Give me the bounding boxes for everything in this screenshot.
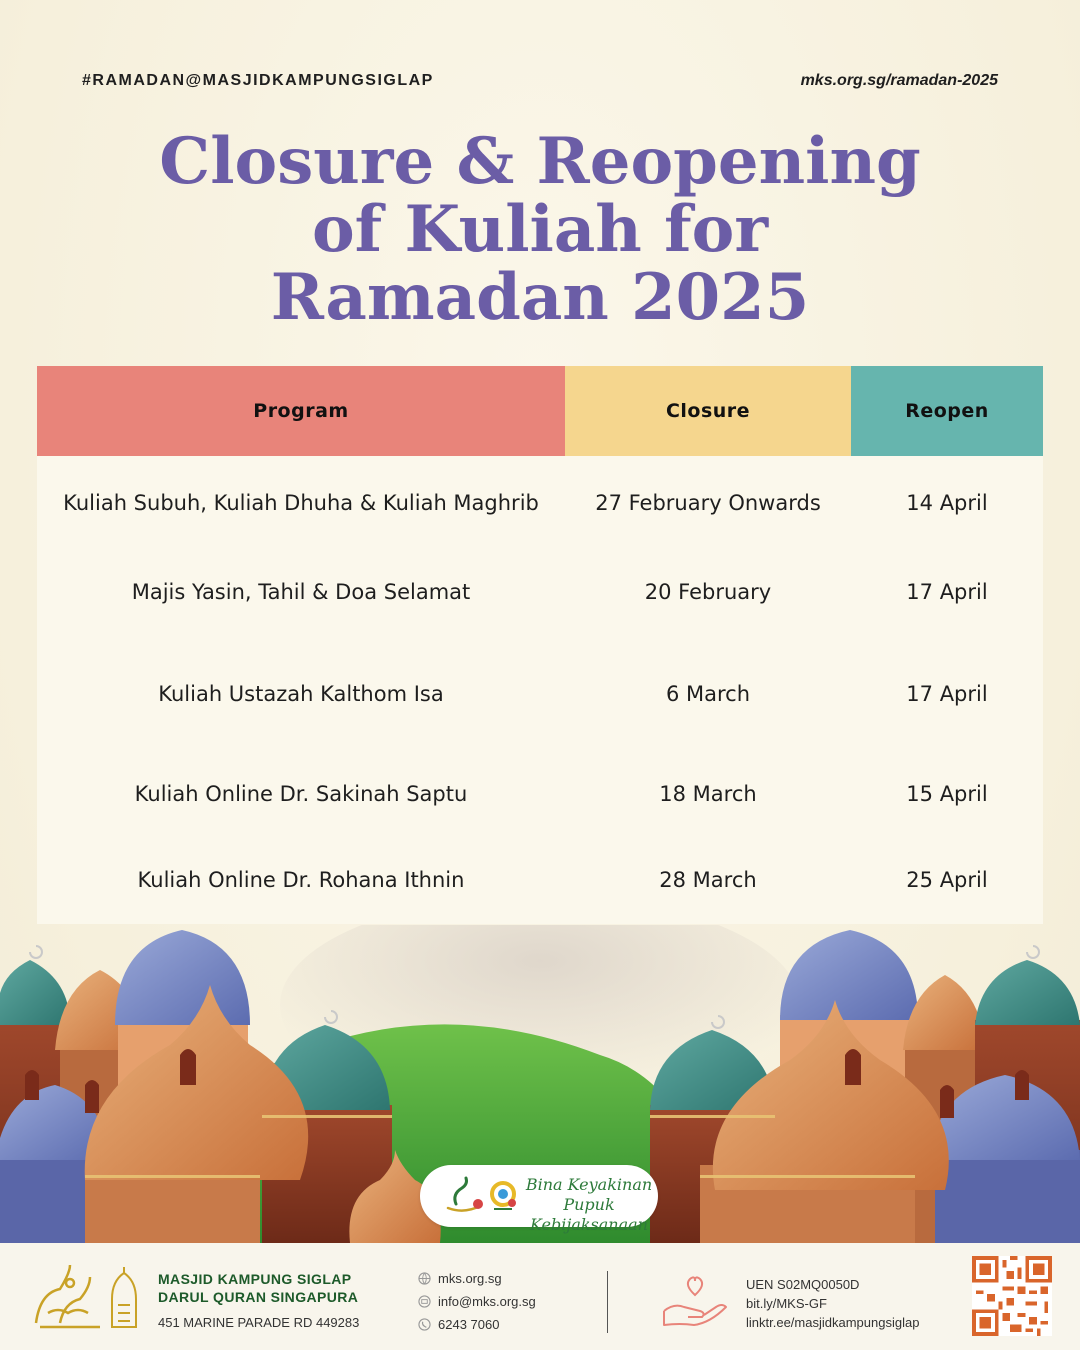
closure-cell: 28 March	[659, 868, 757, 892]
email-text[interactable]: info@mks.org.sg	[438, 1294, 536, 1309]
badge-line-2: Pupuk Kebijaksanaan	[530, 1195, 648, 1234]
table-row	[37, 774, 1043, 814]
campaign-badge	[420, 1165, 658, 1234]
table-header-row	[37, 366, 1043, 456]
program-cell: Majis Yasin, Tahil & Doa Selamat	[131, 580, 471, 604]
donate-hand-heart-icon	[660, 1273, 730, 1329]
reopen-cell: 15 April	[906, 782, 988, 806]
closure-cell: 18 March	[659, 782, 757, 806]
mosque-address: 451 MARINE PARADE RD 449283	[158, 1315, 360, 1330]
giving-link[interactable]: bit.ly/MKS-GF	[746, 1296, 827, 1311]
mosque-name-line-1: MASJID KAMPUNG SIGLAP	[158, 1271, 352, 1287]
schedule-table	[37, 366, 1043, 924]
column-header-closure: Closure	[565, 366, 851, 456]
closure-cell: 20 February	[644, 580, 772, 604]
mosque-logo-icon	[30, 1263, 142, 1333]
hashtag-label: #RAMADAN@MASJIDKAMPUNGSIGLAP	[82, 72, 434, 89]
column-header-program: Program	[37, 366, 565, 456]
email-icon	[418, 1295, 431, 1308]
salam-logo-icon	[442, 1174, 486, 1218]
linktree-link[interactable]: linktr.ee/masjidkampungsiglap	[746, 1315, 920, 1330]
globe-icon	[418, 1272, 431, 1285]
page-title-line-2: of Kuliah for	[311, 192, 769, 267]
table-row	[37, 572, 1043, 612]
site-url-link[interactable]: mks.org.sg/ramadan-2025	[800, 72, 998, 89]
reopen-cell: 17 April	[906, 682, 988, 706]
website-contact[interactable]	[418, 1271, 502, 1286]
mosque-name-line-2: DARUL QURAN SINGAPURA	[158, 1289, 359, 1305]
closure-cell: 6 March	[665, 682, 751, 706]
program-cell: Kuliah Online Dr. Rohana Ithnin	[137, 868, 465, 892]
qr-code[interactable]	[972, 1256, 1052, 1336]
column-header-reopen: Reopen	[851, 366, 1043, 456]
program-cell: Kuliah Ustazah Kalthom Isa	[158, 682, 444, 706]
phone-text[interactable]: 6243 7060	[438, 1317, 500, 1332]
reopen-cell: 25 April	[906, 868, 988, 892]
uen-text: UEN S02MQ0050D	[746, 1277, 860, 1292]
footer-divider	[607, 1271, 608, 1333]
program-cell: Kuliah Online Dr. Sakinah Saptu	[134, 782, 468, 806]
website-text[interactable]: mks.org.sg	[438, 1271, 502, 1286]
phone-icon	[418, 1318, 431, 1331]
table-row	[37, 483, 1043, 523]
program-cell: Kuliah Subuh, Kuliah Dhuha & Kuliah Maghrib	[63, 491, 539, 515]
page-title-line-1: Closure & Reopening	[159, 124, 921, 199]
email-contact[interactable]	[418, 1294, 536, 1309]
reopen-cell: 14 April	[906, 491, 988, 515]
table-row	[37, 674, 1043, 714]
emblem-icon	[488, 1179, 518, 1213]
badge-line-1: Bina Keyakinan	[525, 1175, 653, 1194]
page-title-line-3: Ramadan 2025	[270, 260, 810, 335]
reopen-cell: 17 April	[906, 580, 988, 604]
phone-contact[interactable]	[418, 1317, 499, 1332]
closure-cell: 27 February Onwards	[595, 491, 821, 515]
table-row	[37, 860, 1043, 900]
footer	[0, 1243, 1080, 1350]
